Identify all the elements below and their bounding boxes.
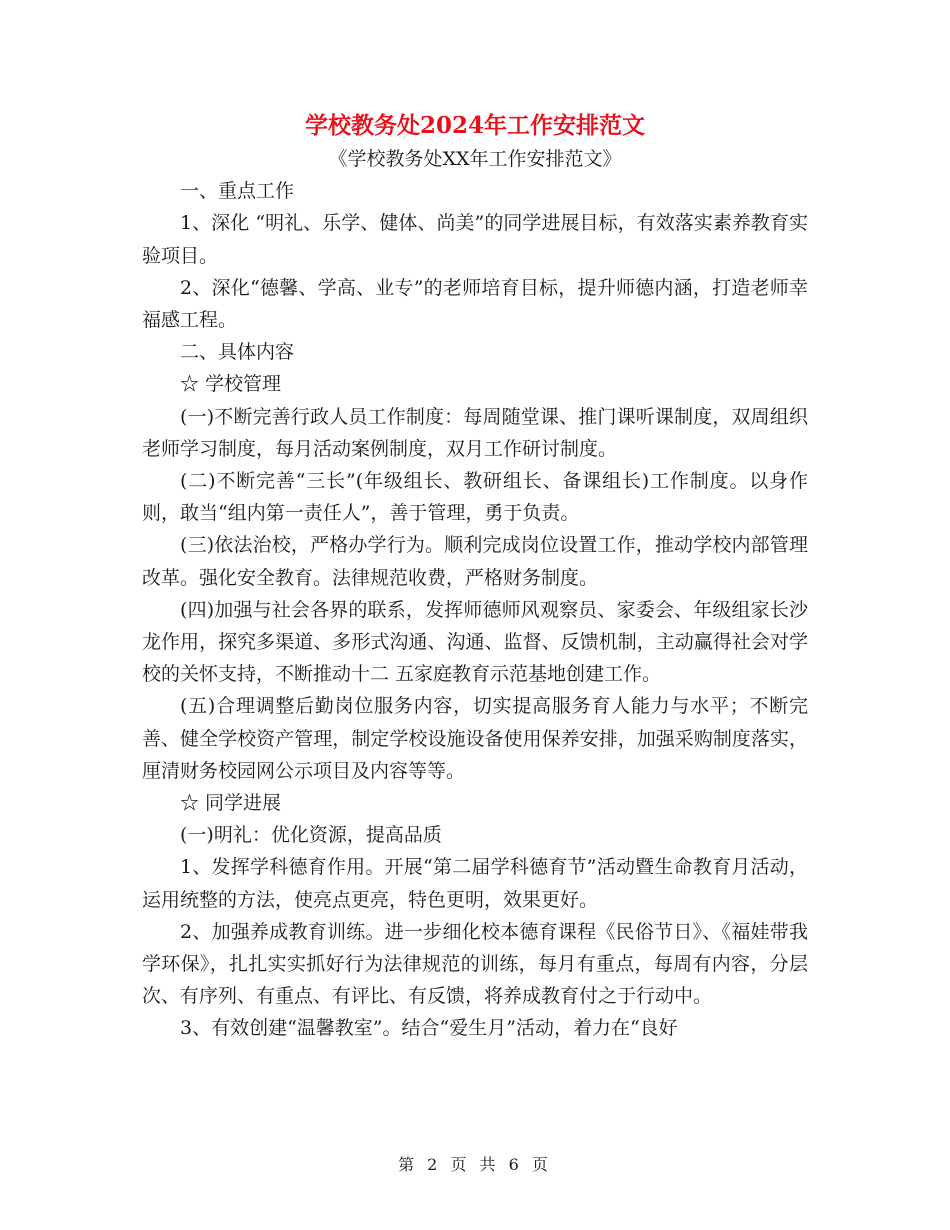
paragraph: (一)不断完善行政人员工作制度：每周随堂课、推门课听课制度，双周组织老师学习制度，每月活动案例制度，双月工作研讨制度。: [142, 405, 808, 460]
subheading-mingli: (一)明礼：优化资源，提高品质: [180, 824, 442, 847]
heading-specific-content: 二、具体内容: [180, 341, 295, 364]
document-title: 学校教务处2024年工作安排范文: [304, 112, 645, 139]
paragraph: 3、有效创建“温馨教室”。结合“爱生月”活动，着力在“良好: [180, 1017, 678, 1040]
heading-key-work: 一、重点工作: [180, 180, 295, 203]
paragraph: 2、深化“德馨、学高、业专”的老师培育目标，提升师德内涵，打造老师幸福感工程。: [142, 276, 808, 332]
paragraph: (四)加强与社会各界的联系，发挥师德师风观察员、家委会、年级组家长沙龙作用，探究多渠道、多形式沟通、沟通、监督、反馈机制，主动赢得社会对学校的关怀支持，不断推动十二 五家庭教育示范基地创建工作。: [142, 598, 808, 686]
paragraph: (五)合理调整后勤岗位服务内容，切实提高服务育人能力与水平；不断完善、健全学校资产管理，制定学校设施设备使用保养安排，加强采购制度落实，厘清财务校园网公示项目及内容等等。: [142, 695, 808, 782]
section-school-management: ☆ 学校管理: [180, 373, 282, 396]
paragraph: 1、发挥学科德育作用。开展“第二届学科德育节”活动暨生命教育月活动，运用统整的方法，使亮点更亮，特色更明，效果更好。: [142, 856, 808, 911]
paragraph: (三)依法治校，严格办学行为。顺利完成岗位设置工作，推动学校内部管理改革。强化安全教育。法律规范收费，严格财务制度。: [142, 534, 808, 589]
document-subtitle: 《学校教务处XX年工作安排范文》: [328, 148, 622, 170]
paragraph: 2、加强养成教育训练。进一步细化校本德育课程《民俗节日》、《福娃带我学环保》，扎扎实实抓好行为法律规范的训练，每月有重点，每周有内容，分层次、有序列、有重点、有评比、有反馈，将养成教育付之于行动中。: [142, 920, 808, 1008]
paragraph: 1、深化 “明礼、乐学、健体、尚美”的同学进展目标，有效落实素养教育实验项目。: [142, 212, 808, 267]
page-number-footer: 第 2 页 共 6 页: [398, 1155, 552, 1174]
section-student-development: ☆ 同学进展: [180, 792, 282, 815]
paragraph: (二)不断完善“三长”(年级组长、教研组长、备课组长)工作制度。以身作则，敢当“组内第一责任人”，善于管理，勇于负责。: [142, 470, 808, 525]
document-body: [142, 143, 808, 1045]
